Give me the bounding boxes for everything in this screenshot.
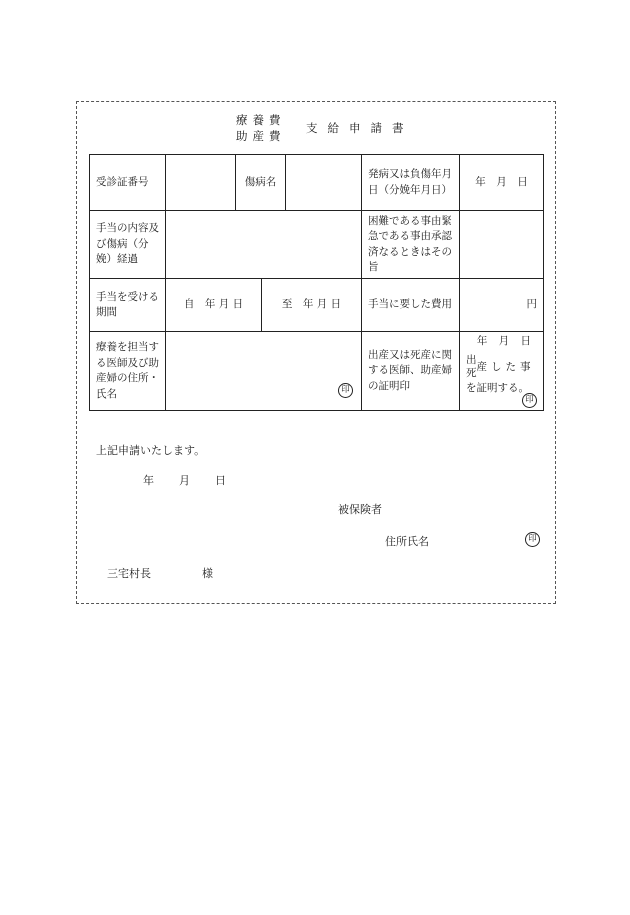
cost-label: 手当に要した費用 xyxy=(362,279,460,332)
honorific: 様 xyxy=(202,567,213,580)
birth-cert-text: を証明する。 xyxy=(466,382,529,394)
address-name-label: 住所氏名 xyxy=(385,535,429,548)
disease-label: 傷病名 xyxy=(236,155,286,211)
birth-cert-field[interactable] xyxy=(460,332,544,411)
form-title xyxy=(236,112,414,144)
period-label: 手当を受ける期間 xyxy=(90,279,166,332)
disease-field[interactable] xyxy=(286,155,362,211)
table-row xyxy=(90,279,544,332)
request-text: 上記申請いたします。 xyxy=(96,444,206,457)
table-row xyxy=(90,211,544,279)
doctor-label: 療養を担当する医師及び助産婦の住所・氏名 xyxy=(90,332,166,411)
date-year[interactable]: 年 xyxy=(143,474,154,487)
date-day[interactable]: 日 xyxy=(215,474,226,487)
birth-stack-top: 出 xyxy=(466,354,477,366)
table-row xyxy=(90,332,544,411)
seal-icon: 印 xyxy=(338,383,353,398)
birth-stack-bottom: 死 xyxy=(466,367,477,379)
cost-field[interactable]: 円 xyxy=(460,279,544,332)
onset-label: 発病又は負傷年月日（分娩年月日） xyxy=(362,155,460,211)
difficulty-label: 困難である事由緊急である事由承認済なるときはその旨 xyxy=(362,211,460,279)
table-row xyxy=(90,155,544,211)
birth-statement xyxy=(466,354,535,380)
period-from-field[interactable]: 自 年 月 日 xyxy=(166,279,262,332)
onset-date-field[interactable]: 年 月 日 xyxy=(460,155,544,211)
birth-rest: 産した事 xyxy=(476,360,535,373)
title-line-ryoyohi: 療養費 xyxy=(236,113,286,127)
title-suffix: 支給申請書 xyxy=(306,121,414,135)
seal-icon: 印 xyxy=(522,393,537,408)
cert-no-field[interactable] xyxy=(166,155,236,211)
application-table xyxy=(89,154,544,411)
date-month[interactable]: 月 xyxy=(179,474,190,487)
seal-icon: 印 xyxy=(525,532,540,547)
difficulty-field[interactable] xyxy=(460,211,544,279)
addressee: 三宅村長 xyxy=(107,567,151,580)
cert-no-label: 受診証番号 xyxy=(90,155,166,211)
content-field[interactable] xyxy=(166,211,362,279)
cert-label: 出産又は死産に関する医師、助産婦の証明印 xyxy=(362,332,460,411)
doctor-field[interactable] xyxy=(166,332,362,411)
content-label: 手当の内容及び傷病（分娩）経過 xyxy=(90,211,166,279)
birth-stack xyxy=(466,354,477,380)
title-line-josanhi: 助産費 xyxy=(236,129,286,143)
insured-label: 被保険者 xyxy=(338,503,382,516)
period-to-field[interactable]: 至 年 月 日 xyxy=(262,279,362,332)
birth-date: 年 月 日 xyxy=(476,335,535,347)
